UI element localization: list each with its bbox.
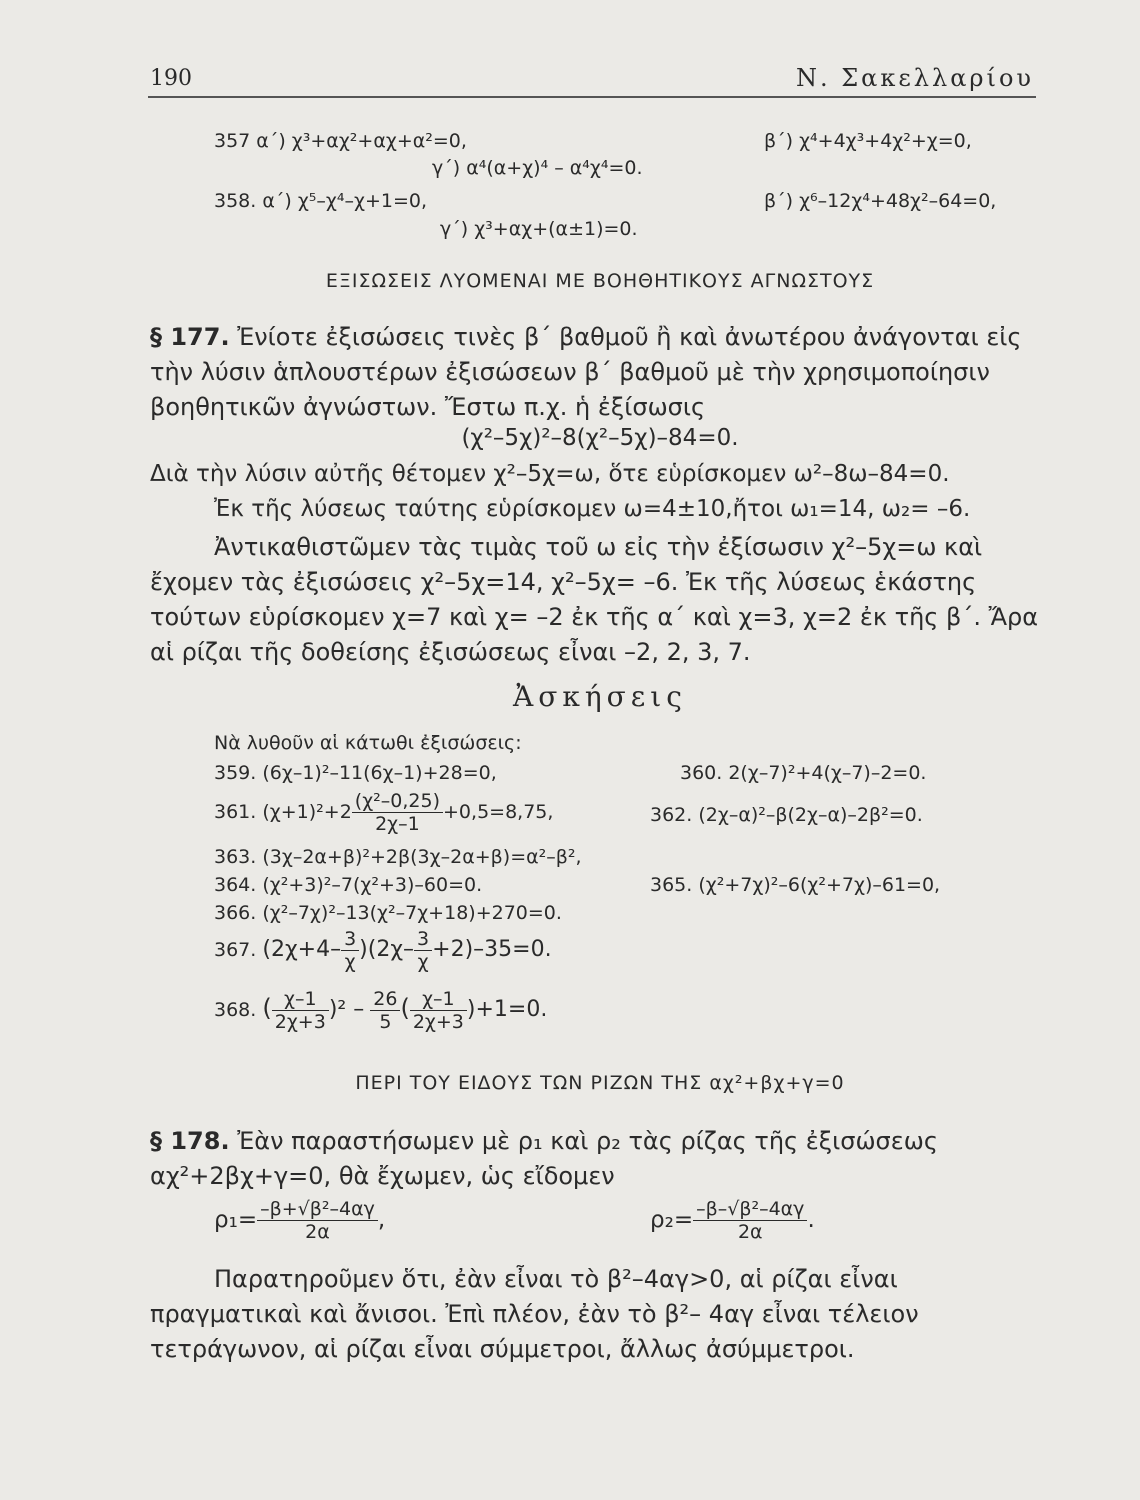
exercise-368-fraction-1 bbox=[272, 988, 329, 1033]
paragraph-177 bbox=[150, 320, 1050, 425]
solution-line-2: Ἐκ τῆς λύσεως ταύτης εὑρίσκομεν ω=4±10,ἤτοι ω₁=14, ω₂= –6. bbox=[214, 496, 971, 522]
exercise-361-denominator: 2χ–1 bbox=[375, 813, 420, 835]
root-2-numerator: –β–√β²–4αγ bbox=[693, 1198, 807, 1221]
root-1-denominator: 2α bbox=[305, 1221, 330, 1243]
exercise-368-label: 368. bbox=[214, 999, 257, 1021]
exercise-361-tail: +0,5=8,75, bbox=[443, 801, 554, 823]
exercise-358b: β΄) χ⁶–12χ⁴+48χ²–64=0, bbox=[764, 190, 997, 212]
exercise-357b: β΄) χ⁴+4χ³+4χ²+χ=0, bbox=[764, 130, 972, 152]
root-2-period: . bbox=[807, 1207, 815, 1233]
exercise-364: 364. (χ²+3)²–7(χ²+3)–60=0. bbox=[214, 874, 483, 896]
exercise-367-fraction-2 bbox=[414, 928, 432, 973]
exercise-368-f2-numerator: 26 bbox=[370, 988, 400, 1011]
exercise-367-f2-numerator: 3 bbox=[414, 928, 432, 951]
header-rule bbox=[148, 96, 1036, 98]
exercise-367-part-a: (2χ+4– bbox=[262, 937, 342, 962]
exercise-361-lead: 361. (χ+1)²+2 bbox=[214, 801, 352, 823]
section-heading-nature-of-roots: ΠΕΡΙ ΤΟΥ ΕΙΔΟΥΣ ΤΩΝ ΡΙΖΩΝ ΤΗΣ αχ²+βχ+γ=0 bbox=[355, 1072, 845, 1094]
exercise-368-part-a: ( bbox=[262, 994, 272, 1022]
paragraph-177-continuation: Ἀντικαθιστῶμεν τὰς τιμὰς τοῦ ω εἰς τὴν ἐξίσωσιν χ²–5χ=ω καὶ ἔχομεν τὰς ἐξισώσεις χ²–5χ=14, χ²–5χ= –6. Ἐκ τῆς λύσεως ἑκάστης τούτων εὑρίσκομεν χ=7 καὶ χ= –2 ἐκ τῆς α΄ καὶ χ=3, χ=2 ἐκ τῆς β΄. Ἄρα αἱ ρίζαι τῆς δοθείσης ἐξισώσεως εἶναι –2, 2, 3, 7. bbox=[150, 533, 1039, 666]
solution-line-1: Διὰ τὴν λύσιν αὐτῆς θέτομεν χ²–5χ=ω, ὅτε εὑρίσκομεν ω²–8ω–84=0. bbox=[150, 461, 950, 487]
root-1-fraction bbox=[257, 1198, 378, 1243]
exercise-367-f1-numerator: 3 bbox=[341, 928, 359, 951]
exercise-358c: γ΄) χ³+αχ+(α±1)=0. bbox=[440, 218, 638, 240]
paragraph-177-text: Ἐνίοτε ἐξισώσεις τινὲς β΄ βαθμοῦ ἢ καὶ ἀνωτέρου ἀνάγονται εἰς τὴν λύσιν ἁπλουστέρων ἐξισώσεων β΄ βαθμοῦ μὲ τὴν χρησιμοποίησιν βοηθητικῶν ἀγνώστων. Ἔστω π.χ. ἡ ἐξίσωσις bbox=[150, 323, 1022, 421]
paragraph-177-number: § 177. bbox=[150, 323, 230, 351]
exercise-367-f1-denominator: χ bbox=[344, 951, 356, 973]
exercise-366: 366. (χ²–7χ)²–13(χ²–7χ+18)+270=0. bbox=[214, 902, 562, 924]
exercise-368 bbox=[214, 988, 547, 1033]
exercises-intro: Νὰ λυθοῦν αἱ κάτωθι ἐξισώσεις: bbox=[214, 732, 522, 754]
exercise-367-fraction-1 bbox=[341, 928, 359, 973]
exercise-361-fraction bbox=[352, 790, 443, 835]
section-heading-auxiliary-unknowns: ΕΞΙΣΩΣΕΙΣ ΛΥΟΜΕΝΑΙ ΜΕ ΒΟΗΘΗΤΙΚΟΥΣ ΑΓΝΩΣΤΟΥΣ bbox=[325, 270, 875, 292]
exercise-357c: γ΄) α⁴(α+χ)⁴ – α⁴χ⁴=0. bbox=[432, 157, 643, 179]
root-1-comma: , bbox=[377, 1207, 386, 1233]
root-2-denominator: 2α bbox=[737, 1221, 763, 1243]
exercise-367 bbox=[214, 928, 552, 973]
root-formula-1 bbox=[214, 1198, 385, 1243]
page-number: 190 bbox=[150, 66, 192, 91]
exercise-367-f2-denominator: χ bbox=[417, 951, 429, 973]
root-formula-2 bbox=[650, 1198, 815, 1243]
exercise-368-f2-denominator: 5 bbox=[379, 1011, 392, 1033]
exercise-367-label: 367. bbox=[214, 939, 257, 961]
exercise-368-part-c: ( bbox=[400, 994, 410, 1022]
root-2-lhs: ρ₂= bbox=[650, 1207, 694, 1233]
exercise-368-part-d: )+1=0. bbox=[466, 997, 548, 1022]
paragraph-178-number: § 178. bbox=[150, 1127, 230, 1155]
root-1-numerator: –β+√β²–4αγ bbox=[257, 1198, 378, 1221]
root-2-fraction bbox=[693, 1198, 807, 1243]
root-1-lhs: ρ₁= bbox=[214, 1207, 258, 1233]
exercise-359: 359. (6χ–1)²–11(6χ–1)+28=0, bbox=[214, 762, 497, 784]
exercise-368-fraction-3 bbox=[410, 988, 467, 1033]
exercise-365: 365. (χ²+7χ)²–6(χ²+7χ)–61=0, bbox=[650, 874, 941, 896]
running-header-author: Ν. Σακελλαρίου bbox=[795, 64, 1034, 92]
exercise-361-numerator: (χ²–0,25) bbox=[352, 790, 443, 813]
exercise-362: 362. (2χ–α)²–β(2χ–α)–2β²=0. bbox=[650, 804, 923, 826]
equation-177: (χ²–5χ)²–8(χ²–5χ)–84=0. bbox=[461, 425, 739, 451]
exercise-363: 363. (3χ–2α+β)²+2β(3χ–2α+β)=α²–β², bbox=[214, 846, 582, 868]
exercise-360: 360. 2(χ–7)²+4(χ–7)–2=0. bbox=[680, 762, 927, 784]
exercise-368-part-b: )² – bbox=[328, 997, 365, 1022]
exercise-357a: 357 α΄) χ³+αχ²+αχ+α²=0, bbox=[214, 130, 467, 152]
exercise-368-f1-numerator: χ–1 bbox=[272, 988, 329, 1011]
exercise-361 bbox=[214, 790, 553, 835]
exercise-368-f1-denominator: 2χ+3 bbox=[274, 1011, 326, 1033]
exercise-368-f3-numerator: χ–1 bbox=[410, 988, 467, 1011]
exercise-368-fraction-2 bbox=[370, 988, 400, 1033]
exercise-367-part-c: +2)–35=0. bbox=[432, 937, 552, 962]
exercise-367-part-b: )(2χ– bbox=[359, 937, 415, 962]
exercise-368-f3-denominator: 2χ+3 bbox=[412, 1011, 464, 1033]
paragraph-178-text: Ἐὰν παραστήσωμεν μὲ ρ₁ καὶ ρ₂ τὰς ρίζας τῆς ἐξισώσεως αχ²+2βχ+γ=0, θὰ ἔχωμεν, ὡς εἴδομεν bbox=[150, 1127, 938, 1190]
paragraph-178 bbox=[150, 1124, 1050, 1194]
exercises-title: Ἀσκήσεις bbox=[513, 680, 687, 713]
exercise-358a: 358. α΄) χ⁵–χ⁴–χ+1=0, bbox=[214, 190, 428, 212]
paragraph-178-continuation: Παρατηροῦμεν ὅτι, ἐὰν εἶναι τὸ β²–4αγ>0, αἱ ρίζαι εἶναι πραγματικαὶ καὶ ἄνισοι. Ἐπὶ πλέον, ἐὰν τὸ β²– 4αγ εἶναι τέλειον τετράγωνον, αἱ ρίζαι εἶναι σύμμετροι, ἄλλως ἀσύμμετροι. bbox=[150, 1265, 919, 1363]
